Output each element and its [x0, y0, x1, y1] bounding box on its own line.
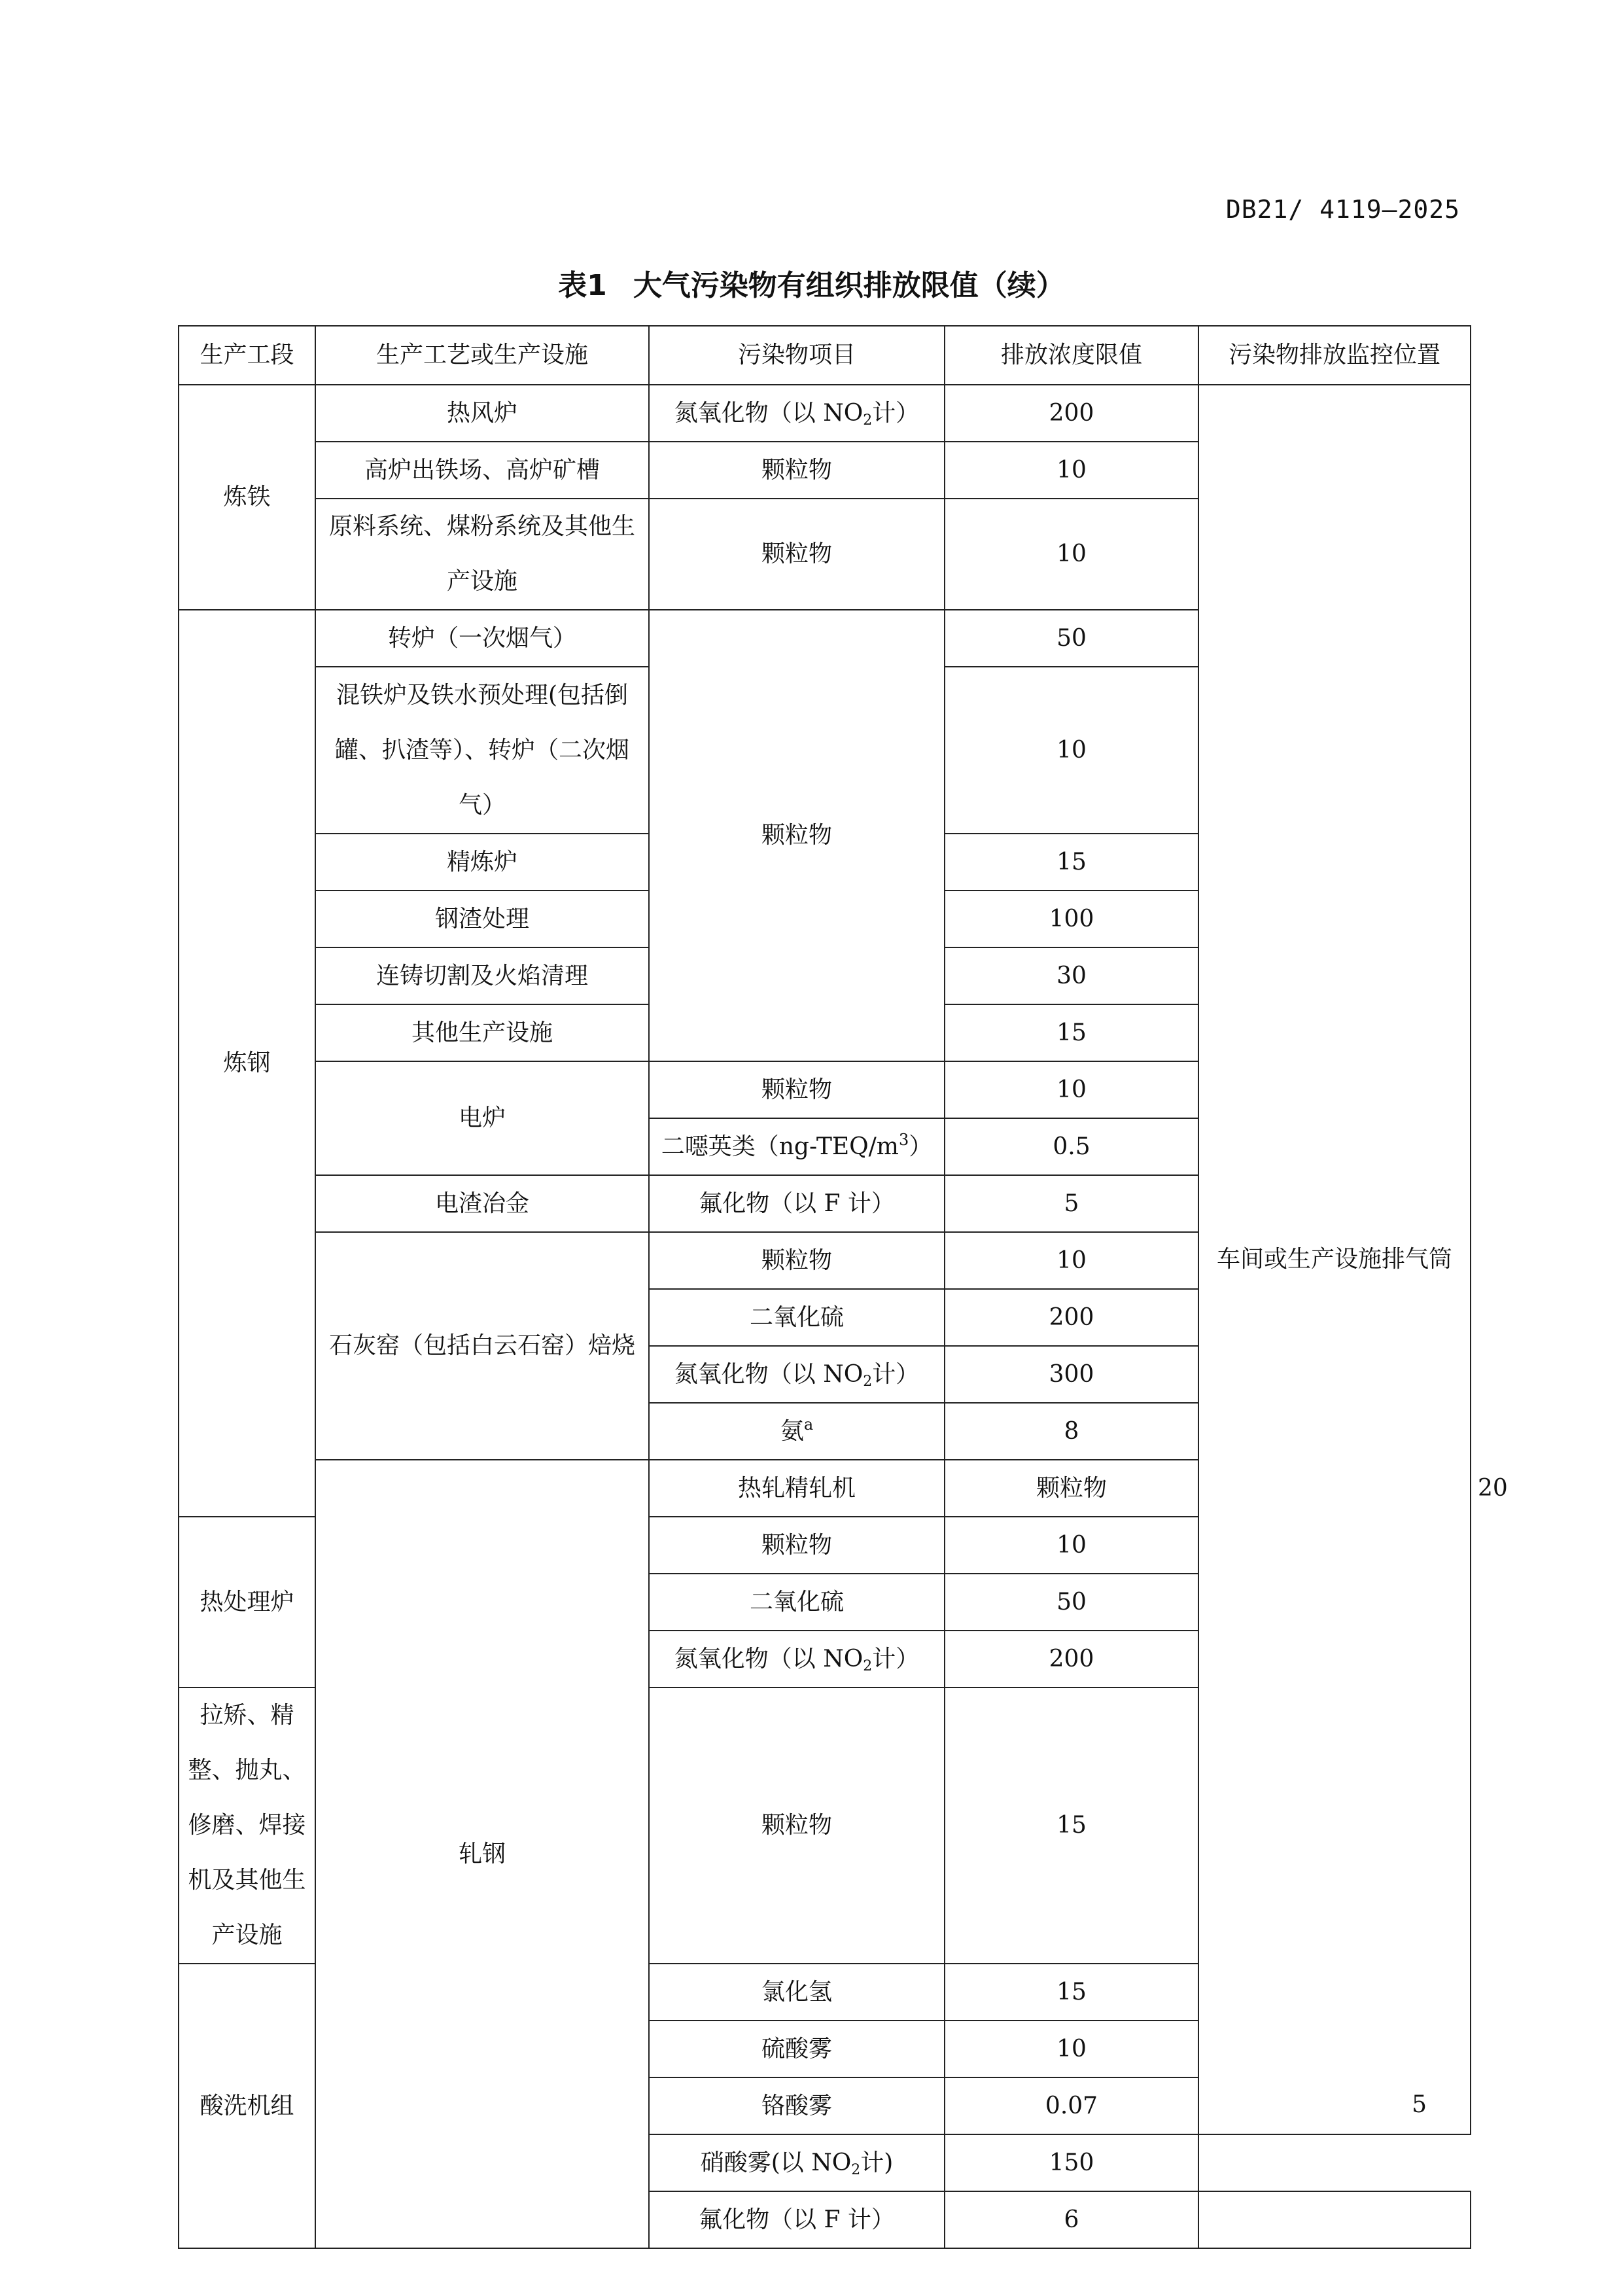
pollutant-cell: 硫酸雾: [649, 2021, 945, 2077]
limit-cell: 10: [945, 1517, 1198, 1574]
process-cell: 精炼炉: [315, 834, 649, 891]
limit-cell: 50: [945, 1574, 1198, 1631]
process-cell: 电炉: [315, 1061, 649, 1175]
limit-cell: 200: [945, 1289, 1198, 1346]
process-cell: 转炉（一次烟气）: [315, 610, 649, 667]
pollutant-cell: 颗粒物: [649, 1517, 945, 1574]
limit-cell: 300: [945, 1346, 1198, 1403]
process-cell: 热风炉: [315, 385, 649, 442]
limit-cell: 50: [945, 610, 1198, 667]
limit-cell: 6: [945, 2191, 1198, 2248]
limit-cell: 30: [945, 947, 1198, 1004]
header-process: 生产工艺或生产设施: [315, 326, 649, 385]
limit-cell: 10: [945, 1061, 1198, 1118]
limit-cell: 0.07: [945, 2077, 1198, 2134]
limit-cell: 15: [945, 1004, 1198, 1061]
pollutant-cell: 颗粒物: [945, 1460, 1198, 1517]
process-cell: 其他生产设施: [315, 1004, 649, 1061]
limit-cell: 8: [945, 1403, 1198, 1460]
pollutant-cell: 颗粒物: [649, 610, 945, 1061]
pollutant-cell: 氮氧化物（以 $NO_2$计）: [649, 385, 945, 442]
process-cell: 混铁炉及铁水预处理(包括倒罐、扒渣等）、转炉（二次烟气）: [315, 667, 649, 834]
pollutant-cell: 氮氧化物（以 $NO_2$计）: [649, 1346, 945, 1403]
limit-cell: 0.5: [945, 1118, 1198, 1175]
monitor-location-cell: 车间或生产设施排气筒: [1198, 385, 1471, 2134]
pollutant-cell: 氟化物（以 F 计）: [649, 2191, 945, 2248]
header-monitor-location: 污染物排放监控位置: [1198, 326, 1471, 385]
pollutant-cell: 颗粒物: [649, 1232, 945, 1289]
pollutant-cell: 颗粒物: [649, 1061, 945, 1118]
table-header-row: [179, 326, 1471, 385]
limit-cell: 10: [945, 499, 1198, 610]
stage-rolling: 轧钢: [315, 1460, 649, 2248]
process-cell: 酸洗机组: [179, 1964, 315, 2248]
process-cell: 热轧精轧机: [649, 1460, 945, 1517]
limit-cell: 15: [945, 1687, 1198, 1964]
monitor-location-empty-cell: [1198, 2191, 1471, 2248]
process-cell: 电渣冶金: [315, 1175, 649, 1232]
pollutant-cell: 氟化物（以 F 计）: [649, 1175, 945, 1232]
footnote-marker: a: [803, 1415, 814, 1434]
process-cell: 原料系统、煤粉系统及其他生产设施: [315, 499, 649, 610]
header-limit: 排放浓度限值: [945, 326, 1198, 385]
table-row: [179, 385, 1471, 442]
limit-cell: 10: [945, 667, 1198, 834]
pollutant-cell: 氨$^a$: [649, 1403, 945, 1460]
limit-cell: 15: [945, 834, 1198, 891]
pollutant-cell: 氯化氢: [649, 1964, 945, 2021]
stage-ironmaking: 炼铁: [179, 385, 315, 610]
table-title: [0, 262, 1623, 304]
limit-cell: 5: [945, 1175, 1198, 1232]
limit-cell: 200: [945, 1631, 1198, 1687]
process-cell: 连铸切割及火焰清理: [315, 947, 649, 1004]
limit-cell: 10: [945, 1232, 1198, 1289]
limit-cell: 100: [945, 891, 1198, 947]
pollutant-cell: 二噁英类$(ng-TEQ/m^3)$: [649, 1118, 945, 1175]
stage-steelmaking: 炼钢: [179, 610, 315, 1517]
limit-cell: 200: [945, 385, 1198, 442]
pollutant-cell: 氮氧化物（以 $NO_2$计）: [649, 1631, 945, 1687]
process-cell: 高炉出铁场、高炉矿槽: [315, 442, 649, 499]
limit-cell: 10: [945, 442, 1198, 499]
pollutant-cell: 颗粒物: [649, 499, 945, 610]
table-label: 表1: [558, 269, 607, 302]
process-cell: 钢渣处理: [315, 891, 649, 947]
table-row: 轧钢 热轧精轧机 颗粒物 20: [179, 1460, 1471, 1517]
pollutant-cell: 颗粒物: [649, 442, 945, 499]
limit-cell: 150: [945, 2134, 1198, 2191]
limit-cell: 10: [945, 2021, 1198, 2077]
page-number: 5: [1412, 2091, 1427, 2118]
pollutant-cell: 颗粒物: [649, 1687, 945, 1964]
process-cell: 热处理炉: [179, 1517, 315, 1687]
process-cell: 石灰窑（包括白云石窑）焙烧: [315, 1232, 649, 1460]
process-cell: 拉矫、精整、抛丸、修磨、焊接机及其他生产设施: [179, 1687, 315, 1964]
header-stage: 生产工段: [179, 326, 315, 385]
pollutant-cell: 二氧化硫: [649, 1289, 945, 1346]
limit-cell: 15: [945, 1964, 1198, 2021]
document-code: DB21/ 4119—2025: [1225, 195, 1460, 224]
pollutant-cell: 铬酸雾: [649, 2077, 945, 2134]
header-pollutant: 污染物项目: [649, 326, 945, 385]
table-title-text: 大气污染物有组织排放限值（续）: [633, 269, 1065, 302]
pollutant-cell: 硝酸雾(以 $NO_2$计): [649, 2134, 945, 2191]
emission-limits-table: [178, 325, 1508, 2249]
pollutant-cell: 二氧化硫: [649, 1574, 945, 1631]
